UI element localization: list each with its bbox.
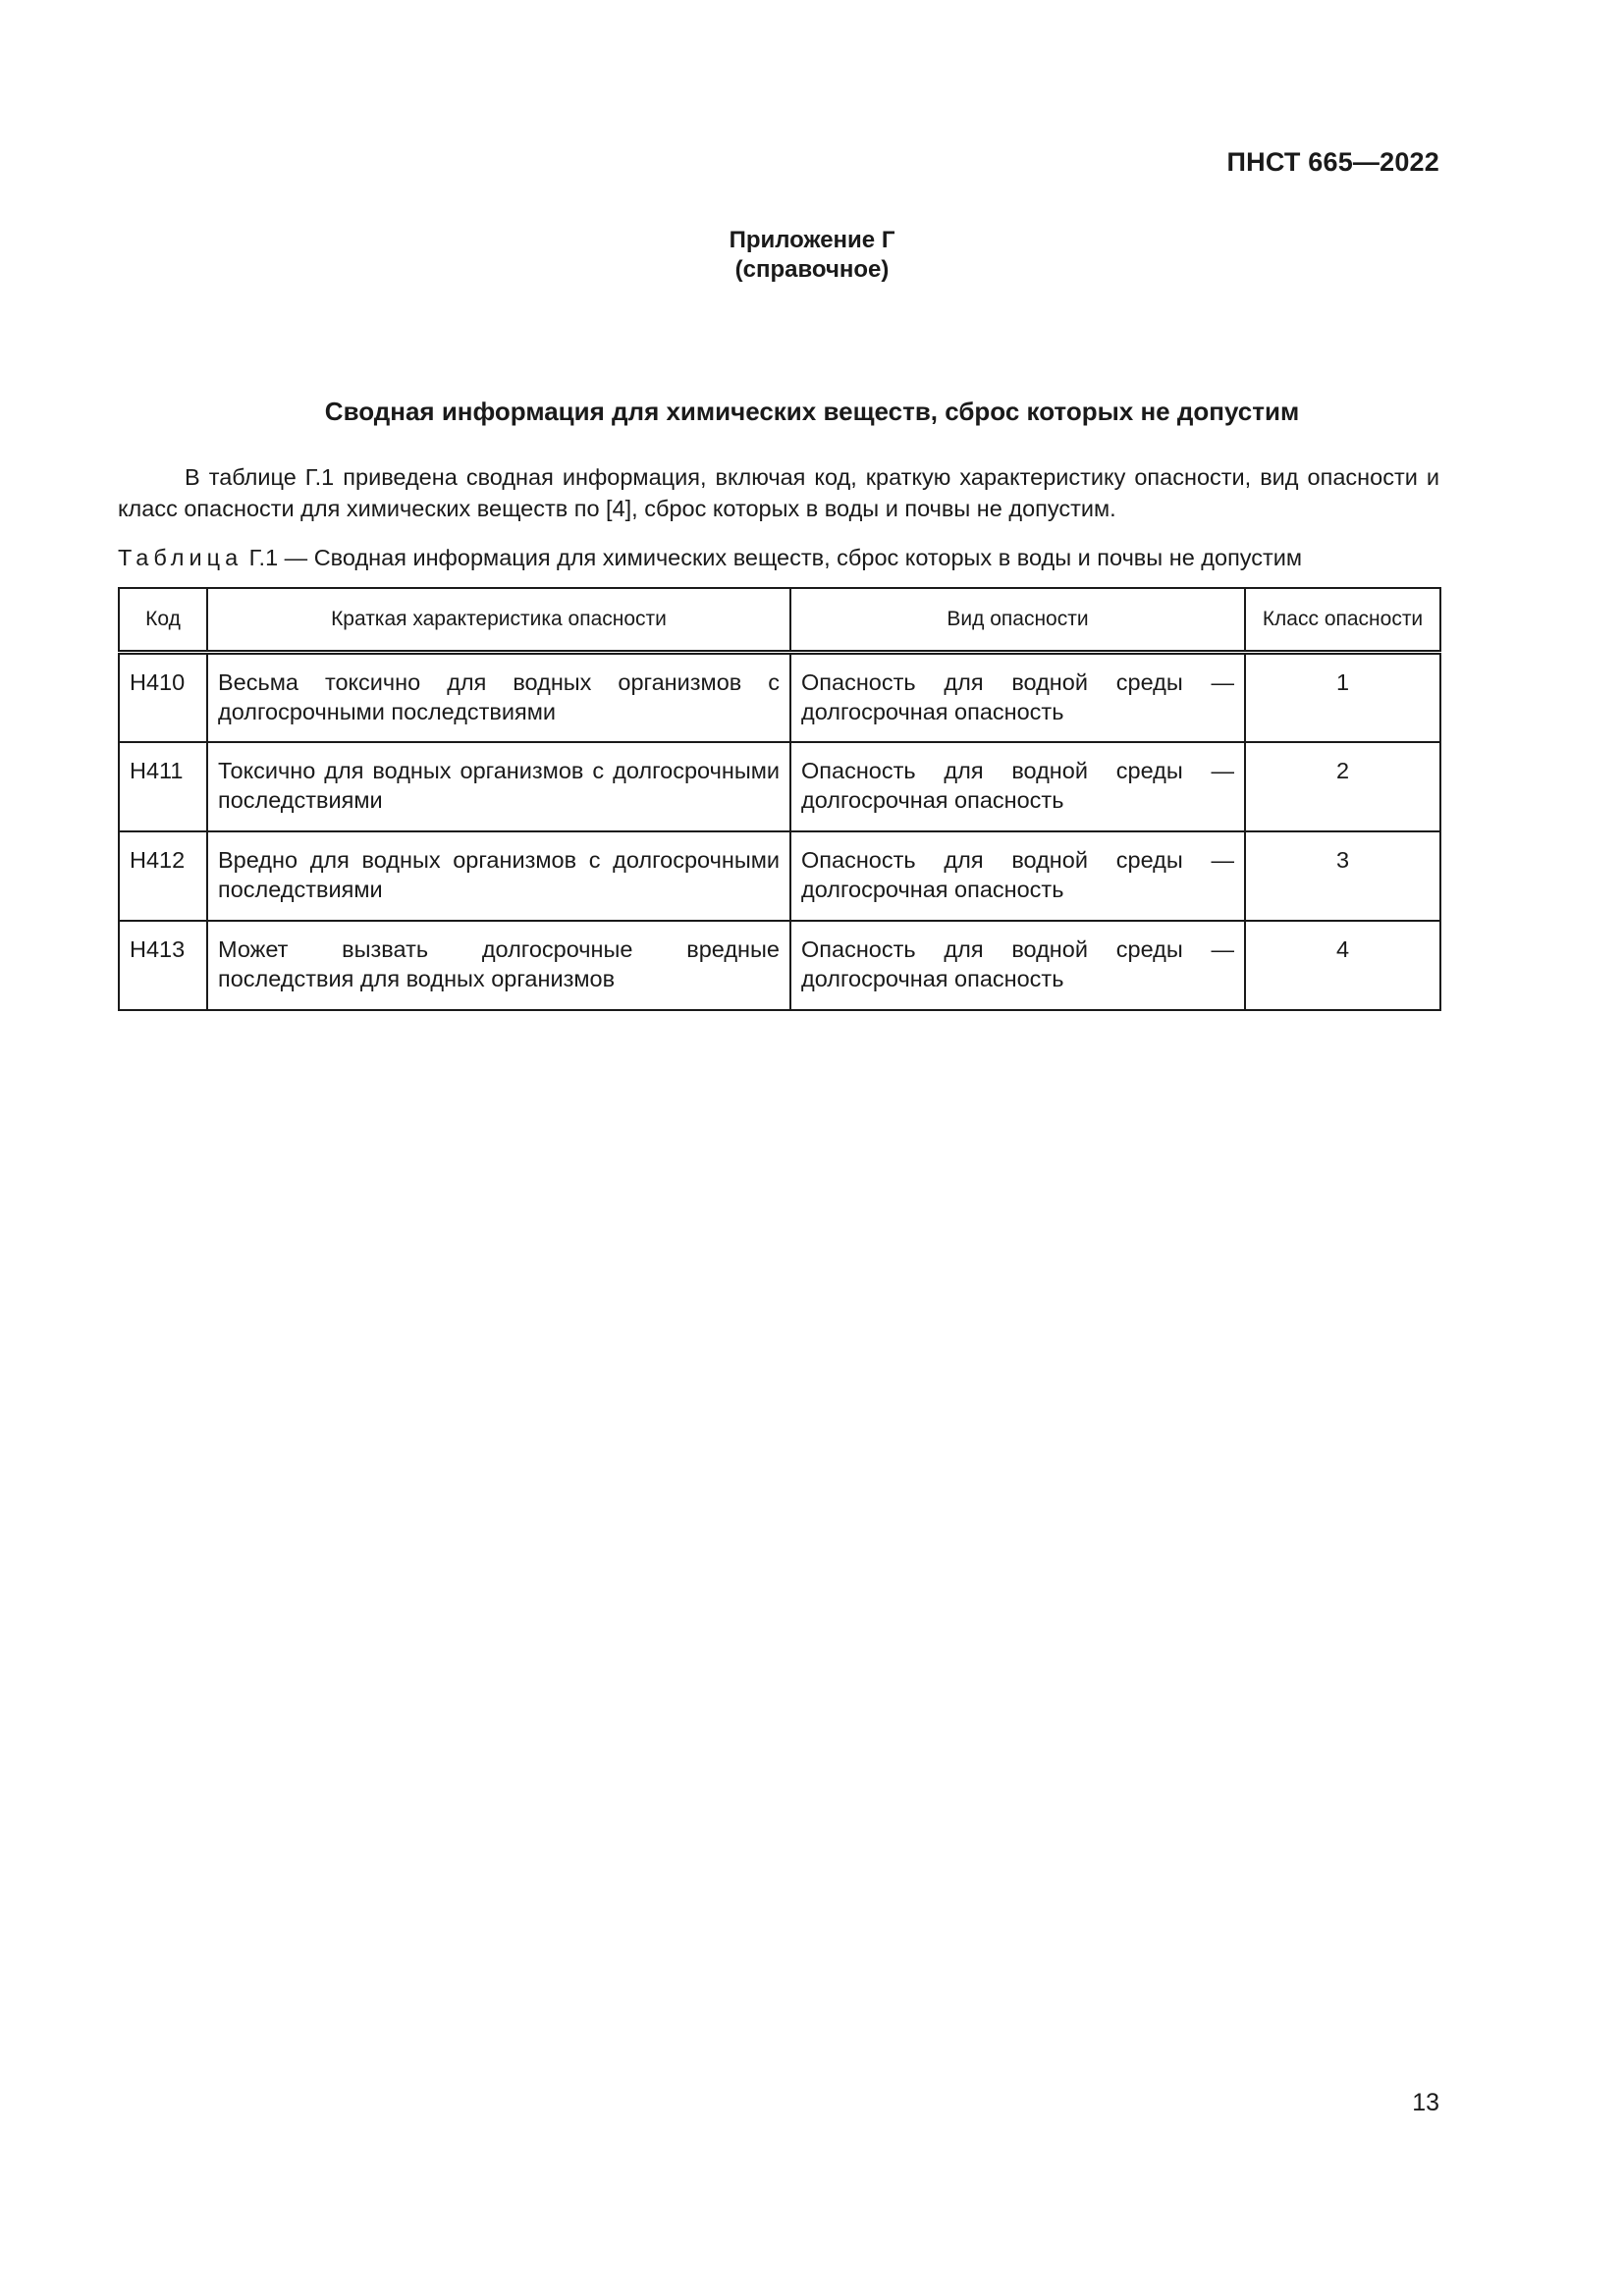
- hazard-description: Может вызвать долгосрочные вредные последствия для водных организмов: [207, 921, 790, 1010]
- hazard-code: H410: [119, 653, 207, 742]
- intro-paragraph: В таблице Г.1 приведена сводная информация, включая код, краткую характеристику опасности, вид опасности и класс опасности для химических веществ по [4], сброс которых в воды и почвы не допустим.: [118, 464, 1439, 521]
- document-code: ПНСТ 665—2022: [1226, 147, 1439, 177]
- hazard-table: [118, 587, 1441, 1011]
- hazard-class: 1: [1245, 653, 1440, 742]
- hazard-code: H412: [119, 831, 207, 921]
- hazard-class: 3: [1245, 831, 1440, 921]
- hazard-class: 2: [1245, 742, 1440, 831]
- table-row: [119, 921, 1440, 1010]
- appendix-subtitle: (справочное): [734, 256, 890, 283]
- table-caption: [118, 545, 1453, 571]
- table-row: [119, 831, 1440, 921]
- table-row: [119, 742, 1440, 831]
- hazard-kind: Опасность для водной среды — долгосрочная опасность: [790, 742, 1245, 831]
- table-row: [119, 653, 1440, 742]
- column-header-class: Класс опасности: [1245, 588, 1440, 653]
- appendix-heading: [0, 226, 1624, 285]
- hazard-kind: Опасность для водной среды — долгосрочная опасность: [790, 831, 1245, 921]
- hazard-description: Токсично для водных организмов с долгосрочными последствиями: [207, 742, 790, 831]
- page-number: 13: [1412, 2089, 1439, 2116]
- hazard-class: 4: [1245, 921, 1440, 1010]
- hazard-code: H413: [119, 921, 207, 1010]
- column-header-kind: Вид опасности: [790, 588, 1245, 653]
- hazard-kind: Опасность для водной среды — долгосрочная опасность: [790, 653, 1245, 742]
- hazard-description: Весьма токсично для водных организмов с долгосрочными последствиями: [207, 653, 790, 742]
- hazard-kind: Опасность для водной среды — долгосрочная опасность: [790, 921, 1245, 1010]
- hazard-description: Вредно для водных организмов с долгосрочными последствиями: [207, 831, 790, 921]
- section-title: Сводная информация для химических веществ, сброс которых не допустим: [324, 397, 1300, 426]
- table-caption-text: Г.1 — Сводная информация для химических веществ, сброс которых в воды и почвы не допустим: [243, 545, 1303, 570]
- hazard-code: H411: [119, 742, 207, 831]
- table-caption-label: Таблица: [118, 545, 244, 570]
- table-header-row: [119, 588, 1440, 653]
- column-header-description: Краткая характеристика опасности: [207, 588, 790, 653]
- column-header-code: Код: [119, 588, 207, 653]
- appendix-title: Приложение Г: [729, 227, 895, 253]
